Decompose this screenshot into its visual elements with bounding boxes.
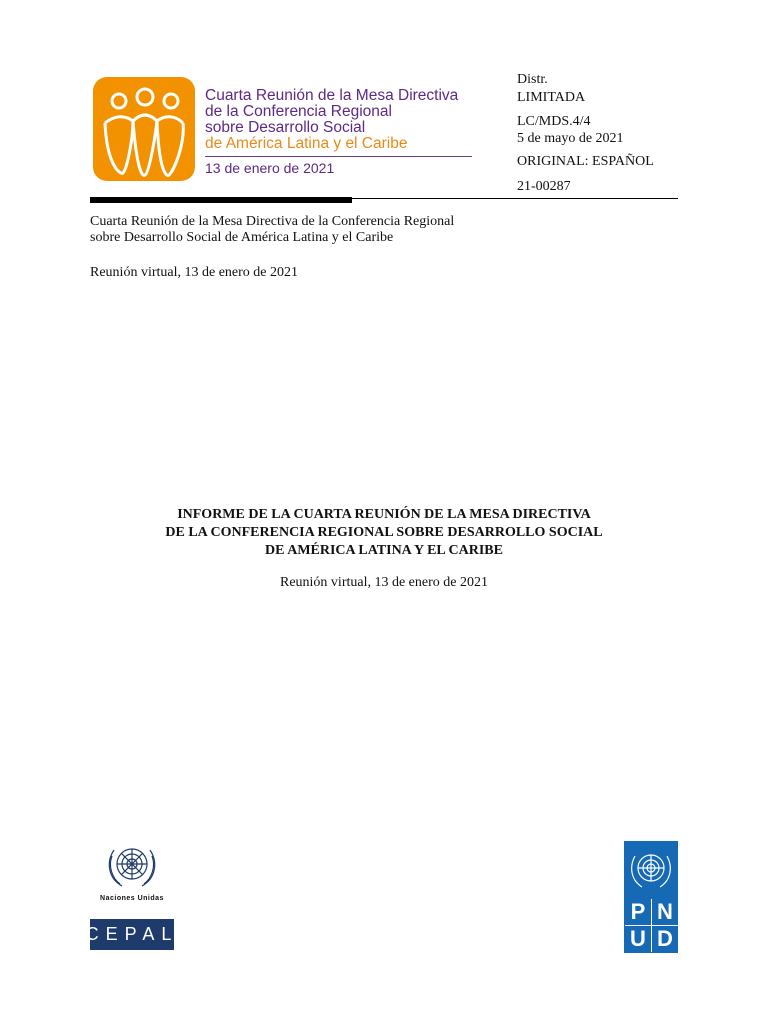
subtitle-line-1: Cuarta Reunión de la Mesa Directiva de la Conferencia Regional	[90, 214, 455, 229]
pnud-logo	[624, 841, 678, 953]
logo-date: 13 de enero de 2021	[205, 160, 335, 176]
meeting-location-top: Reunión virtual, 13 de enero de 2021	[90, 265, 299, 280]
logo-divider	[205, 156, 472, 157]
distr-label: Distr.	[517, 72, 548, 87]
subtitle-line-2: sobre Desarrollo Social de América Latina y el Caribe	[90, 230, 394, 245]
title-line-1: INFORME DE LA CUARTA REUNIÓN DE LA MESA DIRECTIVA	[177, 507, 591, 522]
un-label: Naciones Unidas	[100, 895, 164, 902]
document-symbol: LC/MDS.4/4	[517, 114, 591, 129]
un-emblem-icon	[104, 840, 160, 892]
conference-logo-text	[205, 88, 475, 152]
logo-line-3: sobre Desarrollo Social	[205, 119, 366, 136]
un-emblem-white-icon	[624, 841, 678, 897]
document-date: 5 de mayo de 2021	[517, 131, 624, 146]
meeting-location-center: Reunión virtual, 13 de enero de 2021	[279, 575, 488, 590]
logo-line-1: Cuarta Reunión de la Mesa Directiva	[205, 87, 459, 104]
original-language: ORIGINAL: ESPAÑOL	[517, 154, 654, 169]
pnud-letter-u: U	[625, 926, 652, 952]
title-line-2: DE LA CONFERENCIA REGIONAL SOBRE DESARROLLO SOCIAL	[165, 525, 603, 540]
title-line-3: DE AMÉRICA LATINA Y EL CARIBE	[265, 543, 503, 558]
report-title	[90, 506, 678, 560]
logo-line-4: de América Latina y el Caribe	[205, 135, 408, 152]
pnud-letter-d: D	[657, 926, 673, 951]
distr-limitation: LIMITADA	[517, 90, 586, 105]
meeting-subtitle	[90, 214, 610, 246]
logo-line-2: de la Conferencia Regional	[205, 103, 392, 120]
pnud-letter-n: N	[652, 899, 678, 926]
conference-logo-icon	[93, 77, 195, 181]
cepal-logo: CEPAL	[90, 919, 174, 950]
document-number: 21-00287	[517, 179, 571, 194]
header-thick-rule	[90, 197, 352, 203]
pnud-letter-p: P	[625, 899, 652, 926]
